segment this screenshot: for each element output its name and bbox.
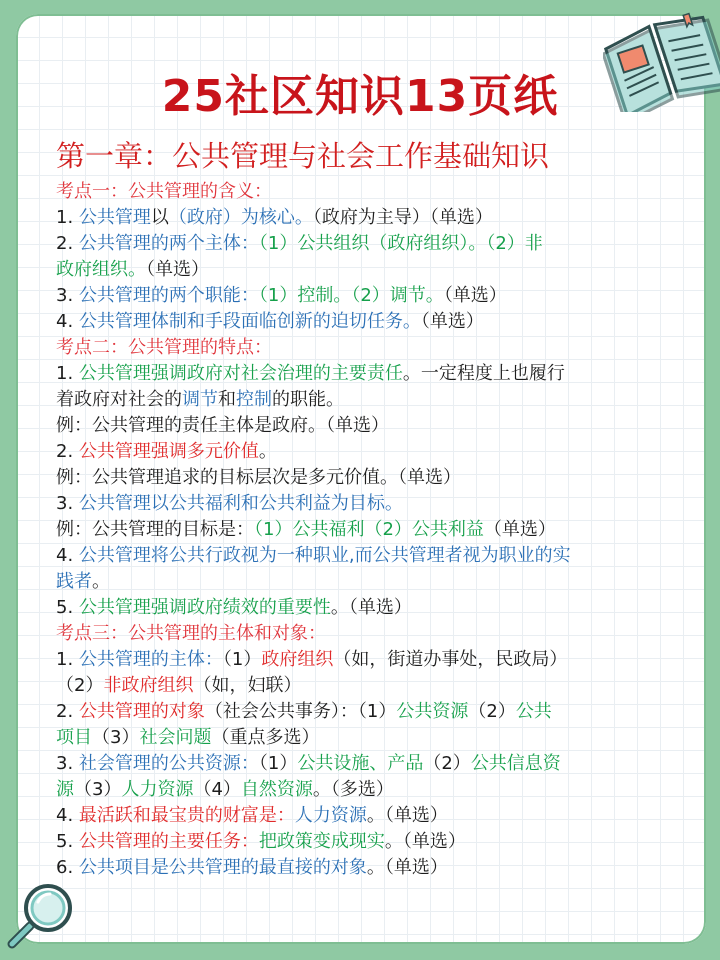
text-fragment: 。	[92, 571, 110, 592]
text-fragment: 调节	[182, 389, 218, 410]
text-fragment: 控制	[236, 389, 272, 410]
text-fragment: 公共管理的两个主体：	[78, 233, 259, 254]
text-fragment: 着政府对社会的	[56, 389, 182, 410]
kp3-line-2	[56, 699, 668, 751]
kp1-heading: 考点一：公共管理的含义：	[56, 181, 272, 202]
item-number: 4.	[56, 311, 79, 332]
text-fragment: （1）	[222, 649, 262, 670]
text-fragment: 公共管理体制和手段面临创新的迫切任务。	[78, 311, 421, 332]
text-fragment: （单选）	[483, 519, 556, 540]
kp1-line-4	[56, 309, 668, 335]
kp2-line-1	[56, 361, 668, 413]
item-number: 3.	[56, 493, 79, 514]
text-fragment: 把政策变成现实	[258, 831, 385, 852]
text-fragment: 的职能。	[272, 389, 344, 410]
text-fragment: 公共管理的主要任务：	[78, 831, 259, 852]
kp3-line-1	[56, 647, 668, 699]
item-number: 6.	[56, 857, 79, 878]
text-fragment: （2）	[423, 753, 471, 774]
text-fragment: （1）	[258, 753, 298, 774]
item-number: 2.	[56, 233, 79, 254]
text-fragment: （3）	[74, 779, 122, 800]
kp2-line-2	[56, 439, 668, 465]
kp2-heading: 考点二：公共管理的特点：	[56, 337, 272, 358]
text-fragment: （如，妇联）	[193, 675, 302, 696]
item-number: 1.	[56, 649, 79, 670]
text-fragment: 公共信息资	[470, 753, 561, 774]
text-fragment: 公共管理的对象	[78, 701, 205, 722]
text-fragment: （2）	[468, 701, 516, 722]
kp2-example-2: 例：公共管理追求的目标层次是多元价值。（单选）	[56, 467, 461, 488]
text-fragment: （单选）	[146, 259, 209, 280]
text-fragment: 公共项目是公共管理的最直接的对象	[78, 857, 367, 878]
content-body	[56, 134, 668, 881]
text-fragment: （重点多选）	[211, 727, 320, 748]
text-fragment: 。（单选）	[330, 597, 412, 618]
item-number: 5.	[56, 831, 79, 852]
text-fragment: （政府为主导）（单选）	[312, 207, 493, 228]
item-number: 1.	[56, 363, 79, 384]
kp2-line-5	[56, 595, 668, 621]
text-fragment: （4）	[193, 779, 241, 800]
page-title: 25社区知识13页纸	[161, 71, 559, 122]
text-fragment: （1）公共福利（2）公共利益	[254, 519, 484, 540]
item-number: 3.	[56, 753, 79, 774]
text-fragment: （单选）	[443, 285, 507, 306]
text-fragment: 公共管理	[78, 207, 151, 228]
kp2-line-3	[56, 491, 668, 517]
text-fragment: 。（单选）	[366, 857, 448, 878]
text-fragment: 自然资源	[240, 779, 313, 800]
kp3-line-6	[56, 855, 668, 881]
kp3-line-5	[56, 829, 668, 855]
kp1-line-2	[56, 231, 668, 283]
text-fragment: 公共设施、产品	[297, 753, 424, 774]
text-fragment: 社会管理的公共资源：	[78, 753, 259, 774]
text-fragment: 源	[56, 779, 74, 800]
item-number: 5.	[56, 597, 79, 618]
text-fragment: （社会公共事务）：（1）	[204, 701, 397, 722]
text-fragment: 公共管理的主体：	[78, 649, 223, 670]
item-number: 4.	[56, 545, 79, 566]
kp3-line-4	[56, 803, 668, 829]
text-fragment: （单选）	[420, 311, 484, 332]
text-fragment: 。	[258, 441, 277, 462]
item-number: 1.	[56, 207, 79, 228]
kp3-line-3	[56, 751, 668, 803]
text-fragment: 项目	[56, 727, 92, 748]
text-fragment: 公共管理将公共行政视为一种职业,而公共管理者视为职业的实	[78, 545, 571, 566]
chapter-heading: 第一章：公共管理与社会工作基础知识	[56, 139, 550, 173]
text-fragment: 。（单选）	[366, 805, 448, 826]
text-fragment: 公共管理强调政府绩效的重要性	[78, 597, 331, 618]
text-fragment: 和	[218, 389, 236, 410]
item-number: 2.	[56, 441, 79, 462]
kp2-line-4	[56, 543, 668, 595]
text-fragment: 公共管理以公共福利和公共利益为目标。	[78, 493, 403, 514]
text-fragment: 。（单选）	[384, 831, 466, 852]
text-fragment: 公共管理强调政府对社会治理的主要责任	[78, 363, 403, 384]
text-fragment: （1）公共组织（政府组织）。（2）非	[258, 233, 543, 254]
text-fragment: 社会问题	[139, 727, 212, 748]
text-fragment: 政府组织	[261, 649, 334, 670]
text-fragment: 公共资源	[396, 701, 469, 722]
text-fragment: （如，街道办事处，民政局）	[333, 649, 568, 670]
text-fragment: （政府）为核心。	[168, 207, 313, 228]
item-number: 2.	[56, 701, 79, 722]
kp2-example-1: 例：公共管理的责任主体是政府。（单选）	[56, 415, 389, 436]
text-fragment: 政府组织。	[56, 259, 146, 280]
text-fragment: 最活跃和最宝贵的财富是：	[78, 805, 295, 826]
text-fragment: （3）	[92, 727, 140, 748]
text-fragment: 人力资源	[294, 805, 367, 826]
kp1-line-1	[56, 205, 668, 231]
text-fragment: 。一定程度上也履行	[402, 363, 565, 384]
text-fragment: 以	[150, 207, 169, 228]
kp2-example-3	[56, 517, 668, 543]
magnifier-icon	[4, 876, 80, 952]
text-fragment: 公共管理强调多元价值	[78, 441, 259, 462]
text-fragment: （2）	[56, 675, 104, 696]
text-fragment: 例：公共管理的目标是：	[56, 519, 254, 540]
text-fragment: （1）控制。（2）调节。	[258, 285, 444, 306]
text-fragment: 践者	[56, 571, 92, 592]
text-fragment: 公共	[515, 701, 552, 722]
item-number: 4.	[56, 805, 79, 826]
text-fragment: 。（多选）	[312, 779, 394, 800]
kp1-line-3	[56, 283, 668, 309]
text-fragment: 公共管理的两个职能：	[78, 285, 259, 306]
text-fragment: 人力资源	[121, 779, 194, 800]
text-fragment: 非政府组织	[103, 675, 194, 696]
item-number: 3.	[56, 285, 79, 306]
kp3-heading: 考点三：公共管理的主体和对象：	[56, 623, 326, 644]
